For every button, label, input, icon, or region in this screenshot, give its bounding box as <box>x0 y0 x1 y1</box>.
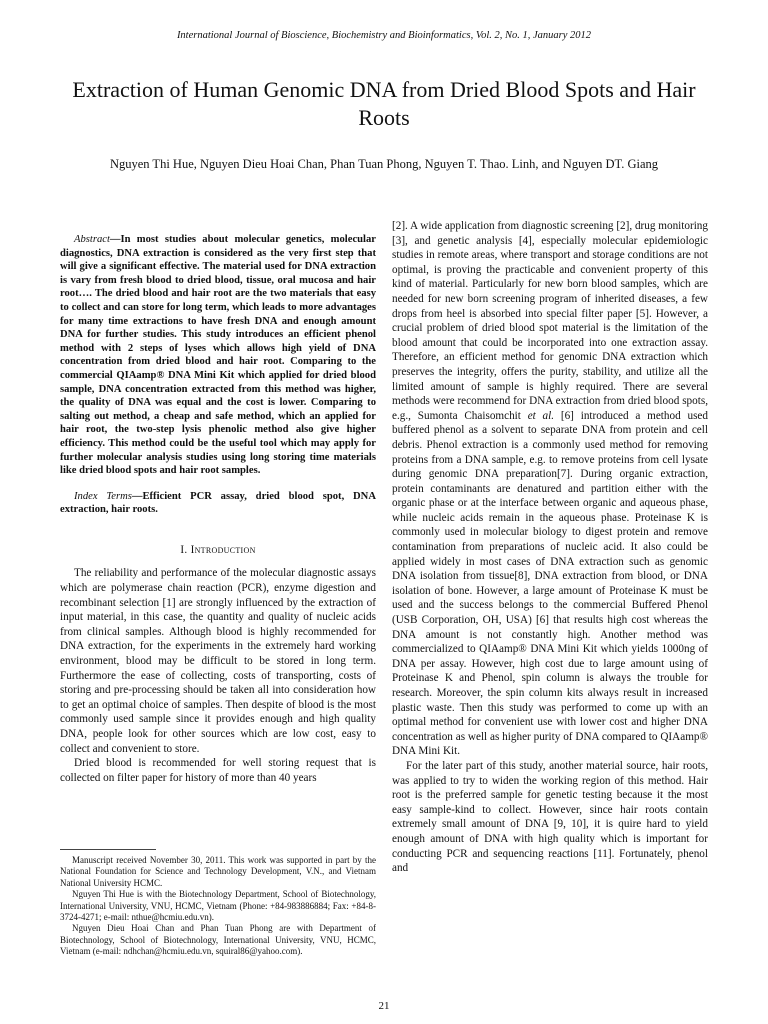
page-number: 21 <box>378 1000 390 1012</box>
body-text-before-citation: [2]. A wide application from diagnostic screening [2], drug monitoring [3], and genetic analysis [4], especially molecular epidemiologic studies in remote areas, where transport and storage conditions are not optimal, is proving the practicable and convenient property of this kind of material. Particularly for new born blood samples, which are needed for new born screening program of inherited diseases, a few drops from heel is absorbed into special filter paper [5]. However, a crucial problem of dried blood spot material is the limitation of the blood amount that could be incorporated into one extraction assay. Therefore, an efficient method for genomic DNA extraction which preserves the integrity, offers the purity, stability, and utilize all the limited amount of sample is highly required. There are several methods were recommend for DNA extraction from dried blood spots, e.g., Sumonta Chaisomchit <box>392 220 708 422</box>
footnote-divider <box>60 849 156 850</box>
index-terms-text: —Efficient PCR assay, dried blood spot, DNA extraction, hair roots. <box>60 490 376 516</box>
left-column <box>60 233 376 785</box>
section-number: I. <box>180 543 188 556</box>
section-heading-introduction <box>60 543 376 558</box>
footnote-author-2: Nguyen Dieu Hoai Chan and Phan Tuan Phong are with Department of Biotechnology, School of Biotechnology, International University, VNU, HCMC, Vietnam (e-mail: ndhchan@hcmiu.edu.vn, squiral86@yahoo.com). <box>60 923 376 957</box>
intro-paragraph-1: The reliability and performance of the molecular diagnostic assays which are polymerase chain reaction (PCR), enzyme digestion and recombinant selection [1] are strongly influenced by the extraction of input material, in this case, the quantity and quality of nucleic acids from clinical samples. Although blood is highly recommended for DNA extraction, for the experiments in the extremely hard working environment, blood may be difficult to be stored in long term. Furthermore the ease of collecting, costs of transporting, costs of storing and pre-processing should be taken all into consideration how to get an optimal choice of samples. Then despite of blood is the most commonly used sample since it provides enough and high quality DNA, people look for other sources which are low cost, easy to collect and convenient to store. <box>60 567 376 755</box>
abstract-lead: Abstract <box>74 234 110 245</box>
author-list: Nguyen Thi Hue, Nguyen Dieu Hoai Chan, Phan Tuan Phong, Nguyen T. Thao. Linh, and Nguyen DT. Giang <box>109 157 659 171</box>
body-paragraph-continued <box>392 219 708 759</box>
index-terms-lead: Index Terms <box>74 490 132 502</box>
footnote-author-1: Nguyen Thi Hue is with the Biotechnology Department, School of Biotechnology, International University, VNU, HCMC, Vietnam (Phone: +84-983886884; Fax: +84-8-3724-4271; e-mail: nthue@hcmiu.edu.vn). <box>60 889 376 923</box>
intro-paragraph-2: Dried blood is recommended for well storing request that is collected on filter paper for history of more than 40 years <box>60 757 376 784</box>
right-column <box>392 219 708 876</box>
abstract-text: —In most studies about molecular genetics, molecular diagnostics, DNA extraction is considered as the very first step that will give a significant effective. The material used for DNA extraction is vary from fresh blood to dried blood, tissue, oral mucosa and hair root…. The dried blood and hair root are the two materials that easy to collect and can store for long term, which leads to more advantages for many time extractions to have fresh DNA and enough amount DNA for further studies. This study introduces an efficient phenol method with 2 steps of lyses which allows high yield of DNA concentration from dried blood and hair root. Comparing to the commercial QIAamp® DNA Mini Kit which applied for dried blood sample, DNA concentration extracted from this method was higher, the quality of DNA was equal and the cost is lower. Comparing to salting out method, a cheap and safe method, which an applied for hair root, the two-step lysis phenolic method also give higher efficiency. This method could be the useful tool which may apply for further molecular analysis studies using long storing time materials like dried blood spots and hair root samples. <box>60 234 376 477</box>
section-title: Introduction <box>190 543 256 556</box>
body-paragraph-hair-roots: For the later part of this study, another material source, hair roots, was applied to try to widen the working region of this method. Hair root is the preferred sample for genetic testing because it the most easy sample-kind to collect. However, since hair roots contain extremely small amount of DNA [9, 10], it is quire hard to yield enough amount of DNA with high quality which is important for conducting PCR and sequencing reactions [11]. Fortunately, phenol and <box>392 759 708 875</box>
et-al: et al. <box>527 409 555 422</box>
running-head: International Journal of Bioscience, Biochemistry and Bioinformatics, Vol. 2, No. 1, January 2012 <box>176 30 592 41</box>
footnote-manuscript: Manuscript received November 30, 2011. This work was supported in part by the National Foundation for Science and Technology Development, V.N., and Vietnam National University HCMC. <box>60 855 376 888</box>
paper-title: Extraction of Human Genomic DNA from Dried Blood Spots and Hair Roots <box>72 77 696 130</box>
footnotes <box>60 855 376 958</box>
abstract <box>60 233 376 478</box>
body-text-after-citation: [6] introduced a method used buffered phenol as a solvent to separate DNA from protein and cell debris. Phenol extraction is a commonly used method for removing proteins from a DNA sample, e.g. to remove proteins from cell lysate during genomic DNA preparation[7]. During organic extraction, protein contaminants are denatured and partition either with the organic phase or at the interface between organic and aqueous phase, while nucleic acids remain in the aqueous phase. Proteinase K is commonly used in molecular biology to digest protein and remove contamination from preparations of nucleic acid. It also could be applied widely in most cases of DNA extraction such as genomic DNA isolation from tissue[8], DNA extraction from blood, or DNA isolation of bone. However, a large amount of Proteinase K must be used and the success belongs to the commercial Buffered Phenol (USB Corporation, OH, USA) [6] that results high cost whereas the DNA amount is not constantly high. Another method was commercialized to QIAamp® DNA Mini Kit which yields 1000ng of DNA per assay. However, high cost due to large amount using of Proteinase K and Phenol, spin column is always the trouble for research. Moreover, the spin column kits always result in increased plastic waste. Then this study was performed to come up with an optimal method for convenient use with lower cost and higher DNA concentration as well as higher purity of DNA compared to QIAamp® DNA Mini Kit. <box>392 409 708 758</box>
index-terms <box>60 490 376 517</box>
